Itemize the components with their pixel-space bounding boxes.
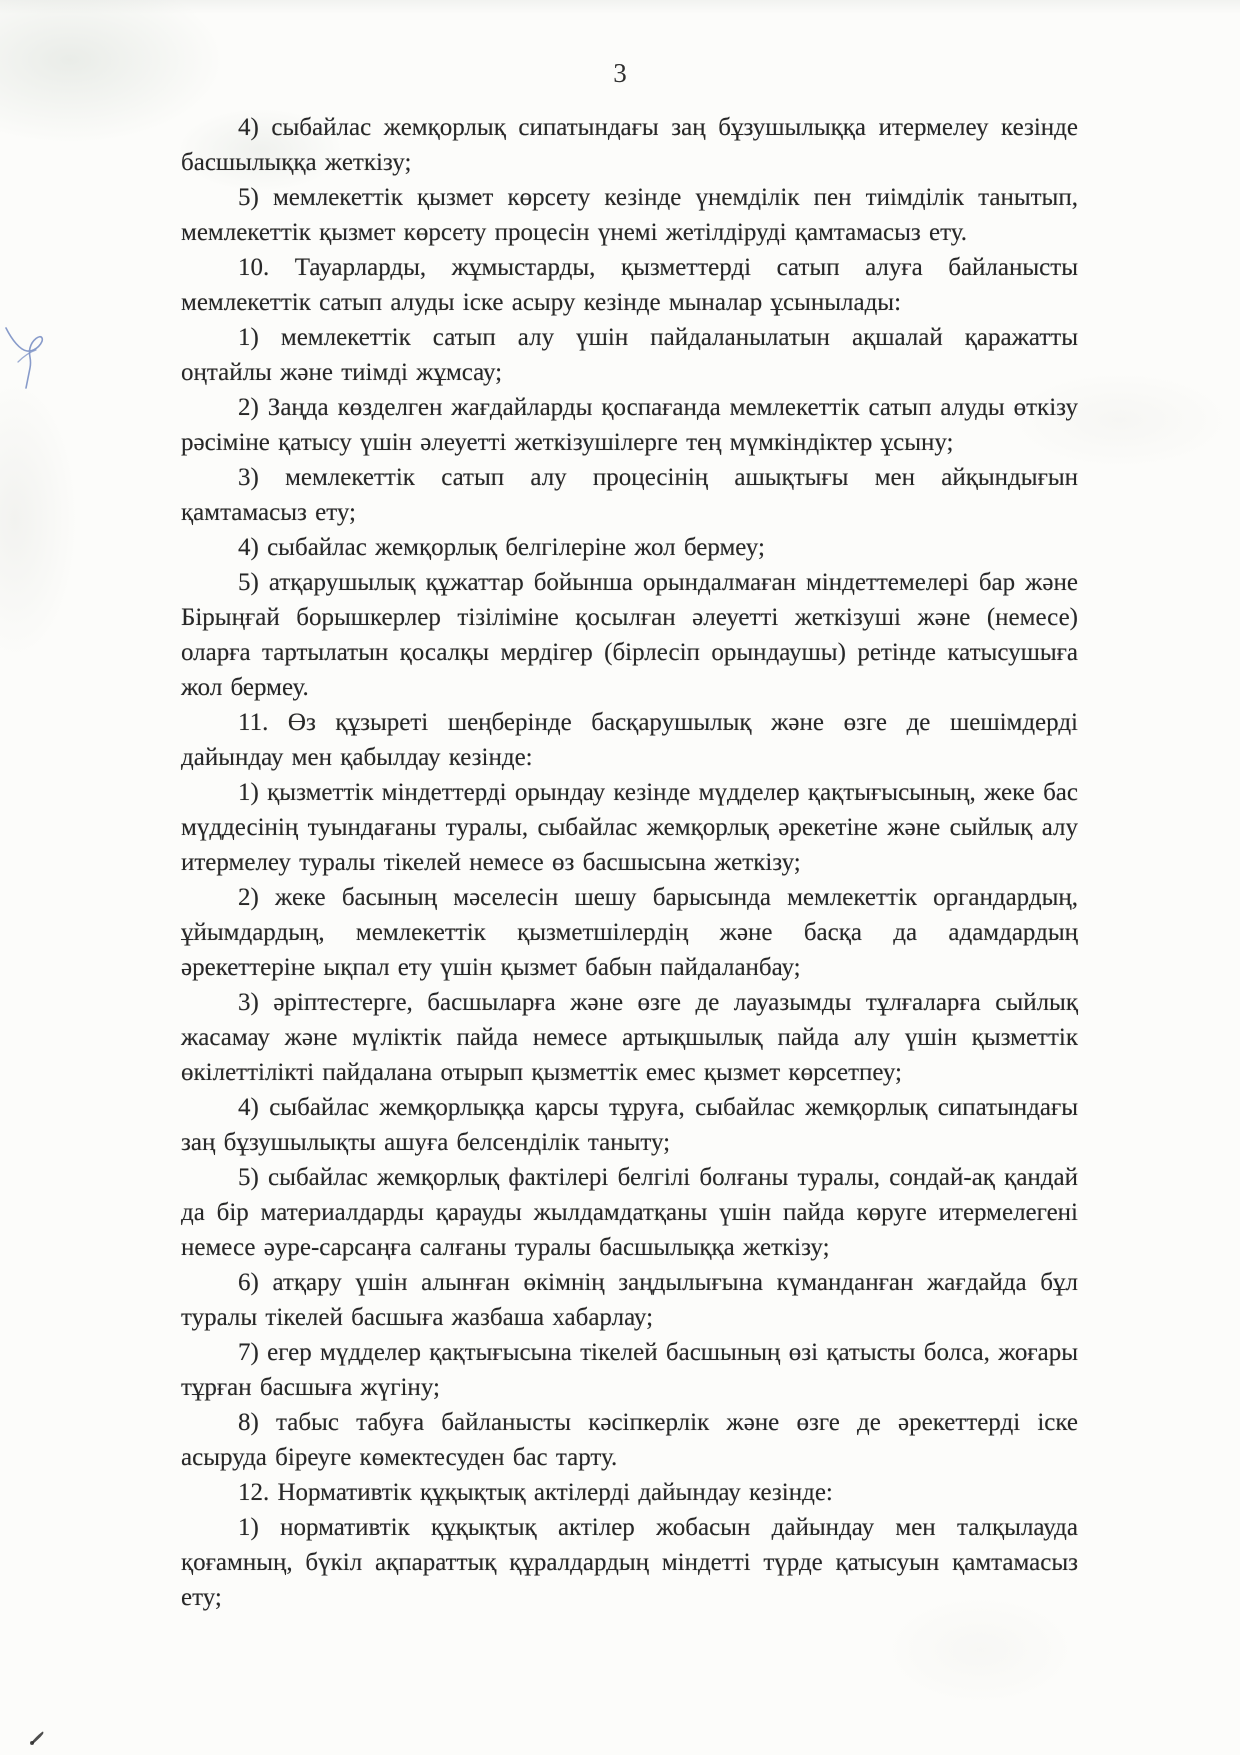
paragraph: 5) мемлекеттік қызмет көрсету кезінде үнемділік пен тиімділік танытып, мемлекеттік қызмет көрсету процесін үнемі жетілдіруді қамтамасыз ету. <box>181 184 1078 246</box>
paragraph: 1) мемлекеттік сатып алу үшін пайдаланылатын ақшалай қаражатты оңтайлы және тиімді жұмсау; <box>181 324 1078 386</box>
paragraph: 6) атқару үшін алынған өкімнің заңдылығына күманданған жағдайда бұл туралы тікелей басшыға жазбаша хабарлау; <box>181 1269 1078 1331</box>
document-body <box>181 110 1078 1615</box>
paragraph: 5) сыбайлас жемқорлық фактілері белгілі болғаны туралы, сондай-ақ қандай да бір материалдарды қарауды жылдамдатқаны үшін пайда көруге итермелегені немесе әуре-сарсаңға салғаны туралы басшылыққа жеткізу; <box>181 1164 1078 1261</box>
paragraph: 12. Нормативтік құқықтық актілерді дайындау кезінде: <box>238 1479 833 1506</box>
paragraph: 2) Заңда көзделген жағдайларды қоспағанда мемлекеттік сатып алуды өткізу рәсіміне қатысу үшін әлеуетті жеткізушілерге тең мүмкіндіктер ұсыну; <box>181 394 1078 456</box>
paragraph: 1) нормативтік құқықтық актілер жобасын дайындау мен талқылауда қоғамның, бүкіл ақпараттық құралдардың міндетті түрде қатысуын қамтамасыз ету; <box>181 1514 1078 1611</box>
paragraph: 5) атқарушылық құжаттар бойынша орындалмаған міндеттемелері бар және Бірыңғай борышкерлер тізіліміне қосылған әлеуетті жеткізуші және (немесе) оларға тартылатын қосалқы мердігер (бірлесіп орындаушы) ретінде катысушыға жол бермеу. <box>181 569 1078 701</box>
ink-speck-icon <box>28 1730 48 1746</box>
paragraph: 7) егер мүдделер қақтығысына тікелей басшының өзі қатысты болса, жоғары тұрған басшыға жүгіну; <box>181 1339 1078 1401</box>
paragraph: 1) қызметтік міндеттерді орындау кезінде мүдделер қақтығысының, жеке бас мүддесінің туындағаны туралы, сыбайлас жемқорлық әрекетіне және сыйлық алу итермелеу туралы тікелей немесе өз басшысына жеткізу; <box>181 779 1078 876</box>
pen-mark-icon <box>2 296 62 416</box>
page-number: 3 <box>613 58 627 88</box>
paragraph: 4) сыбайлас жемқорлық белгілеріне жол бермеу; <box>238 534 765 561</box>
paragraph: 2) жеке басының мәселесін шешу барысында мемлекеттік органдардың, ұйымдардың, мемлекеттік қызметшілердің және басқа да адамдардың әрекеттеріне ықпал ету үшін қызмет бабын пайдаланбау; <box>181 884 1078 981</box>
paragraph: 3) әріптестерге, басшыларға және өзге де лауазымды тұлғаларға сыйлық жасамау және мүліктік пайда немесе артықшылық пайда алу үшін қызметтік өкілеттілікті пайдалана отырып қызметтік емес қызмет көрсетпеу; <box>181 989 1078 1086</box>
paragraph: 11. Өз құзыреті шеңберінде басқарушылық және өзге де шешімдерді дайындау мен қабылдау кезінде: <box>181 709 1078 771</box>
paragraph: 8) табыс табуға байланысты кәсіпкерлік және өзге де әрекеттерді іске асыруда біреуге көмектесуден бас тарту. <box>181 1409 1078 1471</box>
paragraph: 10. Тауарларды, жұмыстарды, қызметтерді сатып алуға байланысты мемлекеттік сатып алуды іске асыру кезінде мыналар ұсынылады: <box>181 254 1078 316</box>
paragraph: 4) сыбайлас жемқорлыққа қарсы тұруға, сыбайлас жемқорлық сипатындағы заң бұзушылықты ашуға белсенділік таныту; <box>181 1094 1078 1156</box>
paragraph: 4) сыбайлас жемқорлық сипатындағы заң бұзушылыққа итермелеу кезінде басшылыққа жеткізу; <box>181 114 1078 176</box>
paragraph: 3) мемлекеттік сатып алу процесінің ашықтығы мен айқындығын қамтамасыз ету; <box>181 464 1078 526</box>
